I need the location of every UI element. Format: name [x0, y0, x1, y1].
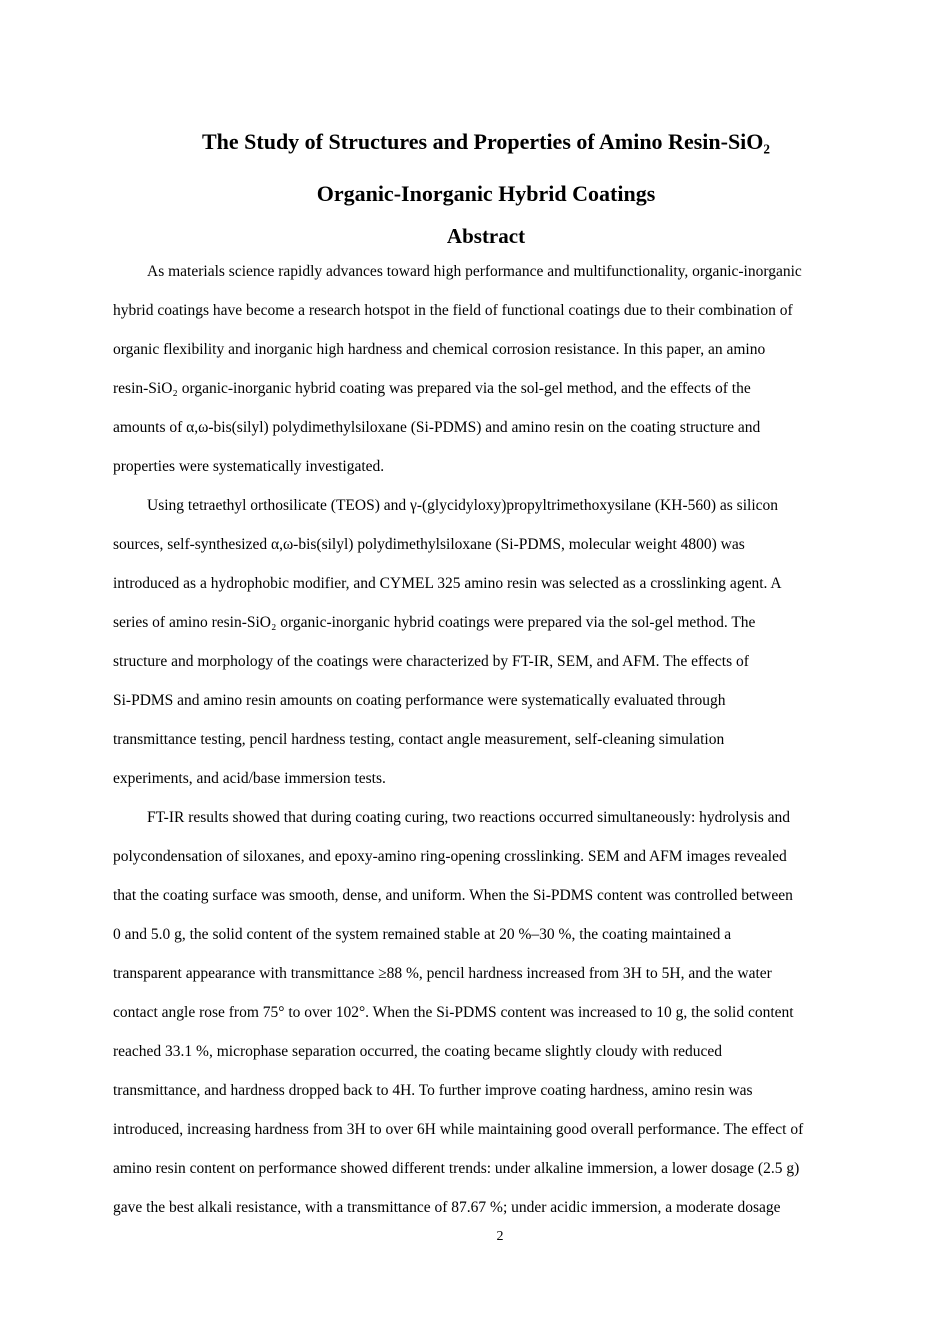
text-line: sources, self-synthesized α,ω-bis(silyl) polydimethylsiloxane (Si-PDMS, molecular weight 4800) was [113, 536, 745, 553]
text-line: introduced as a hydrophobic modifier, and CYMEL 325 amino resin was selected as a crosslinking agent. A [113, 575, 782, 592]
text-line: polycondensation of siloxanes, and epoxy-amino ring-opening crosslinking. SEM and AFM images revealed [113, 848, 787, 865]
text-line: gave the best alkali resistance, with a transmittance of 87.67 %; under acidic immersion, a moderate dosage [113, 1199, 781, 1216]
text-line: 0 and 5.0 g, the solid content of the system remained stable at 20 %–30 %, the coating maintained a [113, 926, 732, 943]
text-line: contact angle rose from 75° to over 102°. When the Si-PDMS content was increased to 10 g, the solid content [113, 1004, 794, 1021]
text-line: resin-SiO₂ organic-inorganic hybrid coating was prepared via the sol-gel method, and the effects of the [113, 380, 751, 397]
abstract-heading: Abstract [446, 224, 526, 248]
text-line: hybrid coatings have become a research hotspot in the field of functional coatings due to their combination of [113, 302, 793, 319]
text-line: that the coating surface was smooth, dense, and uniform. When the Si-PDMS content was controlled between [113, 887, 793, 904]
text-line: Si-PDMS and amino resin amounts on coating performance were systematically evaluated through [113, 692, 726, 709]
text-line: As materials science rapidly advances toward high performance and multifunctionality, organic-inorganic [147, 263, 802, 280]
text-line: transmittance, and hardness dropped back to 4H. To further improve coating hardness, amino resin was [113, 1082, 753, 1099]
text-line: Using tetraethyl orthosilicate (TEOS) and γ-(glycidyloxy)propyltrimethoxysilane (KH-560) as silicon [147, 497, 779, 514]
text-line: series of amino resin-SiO₂ organic-inorganic hybrid coatings were prepared via the sol-gel method. The [113, 614, 756, 631]
text-line: reached 33.1 %, microphase separation occurred, the coating became slightly cloudy with reduced [113, 1043, 723, 1060]
title-line-1: The Study of Structures and Properties of Amino Resin-SiO₂ [201, 129, 771, 154]
text-line: transparent appearance with transmittance ≥88 %, pencil hardness increased from 3H to 5H, and the water [113, 965, 772, 982]
page-number: 2 [496, 1229, 504, 1244]
title-line-2: Organic-Inorganic Hybrid Coatings [316, 181, 656, 206]
text-line: amino resin content on performance showed different trends: under alkaline immersion, a lower dosage (2.5 g) [113, 1160, 800, 1177]
text-line: properties were systematically investigated. [113, 458, 385, 475]
text-line: introduced, increasing hardness from 3H to over 6H while maintaining good overall performance. The effect of [113, 1121, 804, 1138]
text-line: experiments, and acid/base immersion tests. [113, 770, 386, 787]
text-line: amounts of α,ω-bis(silyl) polydimethylsiloxane (Si-PDMS) and amino resin on the coating structure and [113, 419, 761, 436]
text-line: organic flexibility and inorganic high hardness and chemical corrosion resistance. In this paper, an amino [113, 341, 766, 358]
text-line: structure and morphology of the coatings were characterized by FT-IR, SEM, and AFM. The effects of [113, 653, 749, 670]
text-line: FT-IR results showed that during coating curing, two reactions occurred simultaneously: hydrolysis and [147, 809, 790, 826]
text-line: transmittance testing, pencil hardness testing, contact angle measurement, self-cleaning simulation [113, 731, 725, 748]
